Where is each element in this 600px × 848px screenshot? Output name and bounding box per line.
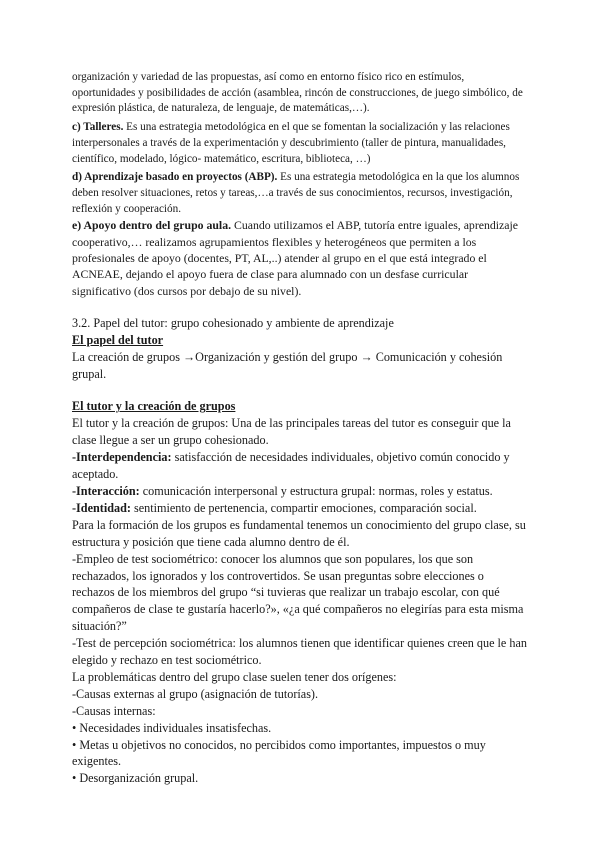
list-item-causas-externas: -Causas externas al grupo (asignación de tutorías). [72, 686, 319, 701]
bullet-metas: • Metas u objetivos no conocidos, no percibidos como importantes, impuestos o muy exigentes. [72, 737, 486, 769]
item-text: Es una estrategia metodológica en la que los alumnos deben resolver situaciones, retos y tareas,…a través de sus conocimientos, recursos, investigación, reflexión y cooperación. [72, 171, 520, 215]
feature-text: satisfacción de necesidades individuales, objetivo común conocido y aceptado. [72, 450, 510, 482]
feature-label: -Interdependencia: [72, 450, 172, 465]
intro-tutor: El tutor y la creación de grupos: Una de las principales tareas del tutor es conseguir que la clase llegue a ser un grupo cohesionado. [72, 416, 511, 448]
feature-interaccion [72, 483, 528, 500]
item-label: e) Apoyo dentro del grupo aula. [72, 218, 232, 233]
item-label: d) Aprendizaje basado en proyectos (ABP). [72, 171, 278, 184]
paragraph-problematicas: La problemáticas dentro del grupo clase suelen tener dos orígenes: [72, 669, 397, 684]
paragraph-test-sociometrico: -Empleo de test sociométrico: conocer los alumnos que son populares, los que son rechazados, los ignorados y los controvertidos. Se usan preguntas sobre elecciones o rechazos de los miembros del grupo “si tuvieras que realizar un trabajo escolar, con qué compañeros de clase te gustaría hacerlo?», «¿a qué compañeros no elegirías para esta misma situación?” [72, 551, 524, 634]
section-heading: 3.2. Papel del tutor: grupo cohesionado y ambiente de aprendizaje [72, 315, 394, 330]
feature-text: comunicación interpersonal y estructura grupal: normas, roles y estatus. [139, 483, 493, 498]
paragraph-test-percepcion: -Test de percepción sociométrica: los alumnos tienen que identificar quienes creen que le han elegido y rechazo en test sociométrico. [72, 636, 527, 668]
item-apoyo [72, 217, 528, 298]
item-abp [72, 170, 528, 217]
item-text: Cuando utilizamos el ABP, tutoría entre iguales, aprendizaje cooperativo,… realizamos agrupamientos flexibles y heterogéneos que permiten a los profesionales de apoyo (docentes, PT, AL,..) atender al grupo en el que está integrado el ACNEAE, dejando el apoyo fuera de clase para alumnado con un desfase curricular significativo (dos cursos por debajo de su nivel). [72, 218, 519, 298]
paragraph-formacion: Para la formación de los grupos es fundamental tenemos un conocimiento del grupo clase, su estructura y posición que tiene cada alumno dentro de él. [72, 517, 526, 549]
item-text: Es una estrategia metodológica en el que se fomentan la socialización y las relaciones interpersonales a través de la experimentación y descubrimiento (taller de pintura, manualidades, científico, modelado, lógico- matemático, escritura, biblioteca, …) [72, 121, 510, 165]
flow-line: La creación de grupos →Organización y gestión del grupo → Comunicación y cohesión grupal. [72, 349, 503, 381]
subheading-papel-tutor: El papel del tutor [72, 332, 164, 347]
bullet-desorganizacion: • Desorganización grupal. [72, 771, 199, 786]
feature-label: -Interacción: [72, 483, 140, 498]
item-label: c) Talleres. [72, 121, 124, 134]
feature-interdependencia [72, 449, 528, 483]
intro-paragraph: organización y variedad de las propuestas, así como en entorno físico rico en estímulos, oportunidades y posibilidades de acción (asamblea, rincón de construcciones, de juego simbólico, de expresión plástica, de naturaleza, de lenguaje, de matemáticas,…). [72, 71, 523, 115]
item-talleres [72, 120, 528, 167]
list-item-causas-internas: -Causas internas: [72, 703, 156, 718]
bullet-necesidades: • Necesidades individuales insatisfechas. [72, 720, 272, 735]
feature-identidad [72, 500, 528, 517]
subheading-creacion-grupos: El tutor y la creación de grupos [72, 399, 236, 414]
feature-text: sentimiento de pertenencia, compartir emociones, comparación social. [130, 500, 477, 515]
page-content [72, 70, 528, 787]
feature-label: -Identidad: [72, 500, 131, 515]
